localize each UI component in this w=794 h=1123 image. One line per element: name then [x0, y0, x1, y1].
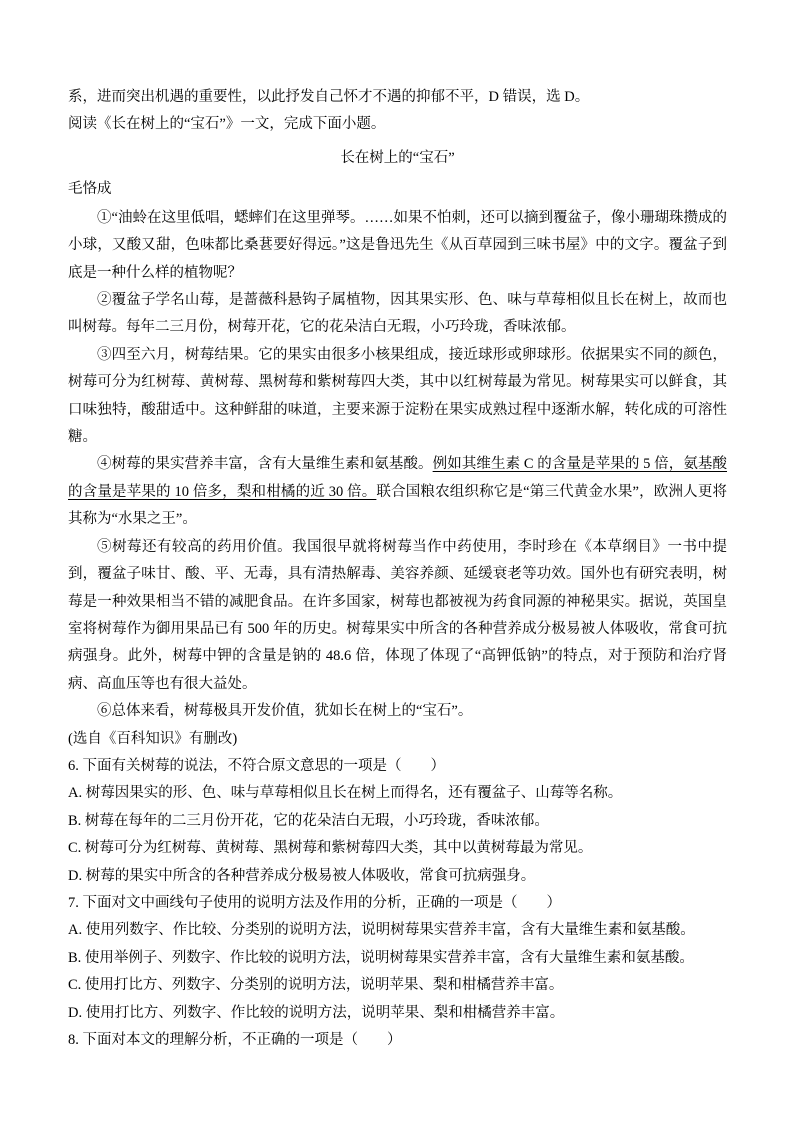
article-paragraph-1: ①“油蛉在这里低唱，蟋蟀们在这里弹琴。……如果不怕刺，还可以摘到覆盆子，像小珊瑚珠攒成的小球，又酸又甜，色味都比桑葚要好得远。”这是鲁迅先生《从百草园到三味书屋》中的文字。覆盆子到底是一种什么样的植物呢？	[68, 209, 727, 281]
article-paragraph-3: ③四至六月，树莓结果。它的果实由很多小核果组成，接近球形或卵球形。依据果实不同的颜色，树莓可分为红树莓、黄树莓、黑树莓和紫树莓四大类，其中以红树莓最为常见。树莓果实可以鲜食，其口味独特，酸甜适中。这种鲜甜的味道，主要来源于淀粉在果实成熟过程中逐渐水解，转化成的可溶性糖。	[68, 346, 727, 446]
answer-explanation-line: 系，进而突出机遇的重要性，以此抒发自己怀才不遇的抑郁不平，D 错误，选 D。	[68, 89, 590, 105]
paragraph-4-lead-text: ④树莓的果实营养丰富，含有大量维生素和氨基酸。	[97, 456, 433, 473]
article-author: 毛恪成	[68, 180, 112, 197]
question-8-stem: 8. 下面对本文的理解分析，不正确的一项是（ ）	[68, 1032, 402, 1048]
question-7-stem: 7. 下面对文中画线句子使用的说明方法及作用的分析，正确的一项是（ ）	[68, 894, 561, 911]
article-paragraph-5: ⑤树莓还有较高的药用价值。我国很早就将树莓当作中药使用，李时珍在《本草纲目》一书中提到，覆盆子味甘、酸、平、无毒，具有清热解毒、美容养颜、延缓衰老等功效。国外也有研究表明，树莓是一种效果相当不错的减肥食品。在许多国家，树莓也都被视为药食同源的神秘果实。据说，英国皇室将树莓作为御用果品已有 500 年的历史。树莓果实中所含的各种营养成分极易被人体吸收，常食可抗病强身。此外，树莓中钾的含量是钠的 48.6 倍，体现了体现了“高钾低钠”的特点，对于预防和治疗肾病、高血压等也有很大益处。	[68, 538, 727, 692]
question-6-option-d: D. 树莓的果实中所含的各种营养成分极易被人体吸收，常食可抗病强身。	[68, 867, 536, 884]
article-paragraph-6: ⑥总体来看，树莓极具开发价值，犹如长在树上的“宝石”。	[97, 703, 473, 720]
question-7-option-c: C. 使用打比方、列数字、分类别的说明方法，说明苹果、梨和柑橘营养丰富。	[68, 977, 564, 994]
question-7-option-a: A. 使用列数字、作比较、分类别的说明方法，说明树莓果实营养丰富，含有大量维生素和氨基酸。	[68, 922, 695, 939]
article-paragraph-2: ②覆盆子学名山莓，是蔷薇科悬钩子属植物，因其果实形、色、味与草莓相似且长在树上，故而也叫树莓。每年二三月份，树莓开花，它的花朵洁白无瑕，小巧玲珑，香味浓郁。	[68, 292, 727, 336]
question-7-option-b: B. 使用举例子、列数字、作比较的说明方法，说明树莓果实营养丰富，含有大量维生素和氨基酸。	[68, 949, 694, 966]
underlined-sentence: 例如其维生素 C 的含量是苹果的 5 倍，氨基酸的含量是苹果的 10 倍多，梨和柑橘的近 30 倍。	[68, 456, 728, 500]
source-attribution: (选自《百科知识》有删改)	[68, 730, 238, 747]
article-paragraph-4	[68, 451, 727, 533]
question-6-stem: 6. 下面有关树莓的说法，不符合原文意思的一项是（ ）	[68, 757, 445, 774]
question-6-option-b: B. 树莓在每年的二三月份开花，它的花朵洁白无瑕，小巧玲珑，香味浓郁。	[68, 812, 549, 829]
reading-instruction: 阅读《长在树上的“宝石”》一文，完成下面小题。	[68, 116, 386, 133]
question-6-option-a: A. 树莓因果实的形、色、味与草莓相似且长在树上而得名，还有覆盆子、山莓等名称。	[68, 785, 623, 802]
article-title: 长在树上的“宝石”	[340, 149, 455, 166]
question-6	[68, 753, 727, 890]
question-7	[68, 890, 727, 1027]
question-7-option-d: D. 使用打比方、列数字、作比较的说明方法，说明苹果、梨和柑橘营养丰富。	[68, 1004, 565, 1021]
paragraph-4-trailing-text: 联合国粮农组织称它是“第三代黄金水果”，欧洲人更将其称为“水果之王”。	[68, 483, 727, 528]
question-6-option-c: C. 树莓可分为红树莓、黄树莓、黑树莓和紫树莓四大类，其中以黄树莓最为常见。	[68, 840, 593, 857]
question-8	[68, 1027, 727, 1054]
